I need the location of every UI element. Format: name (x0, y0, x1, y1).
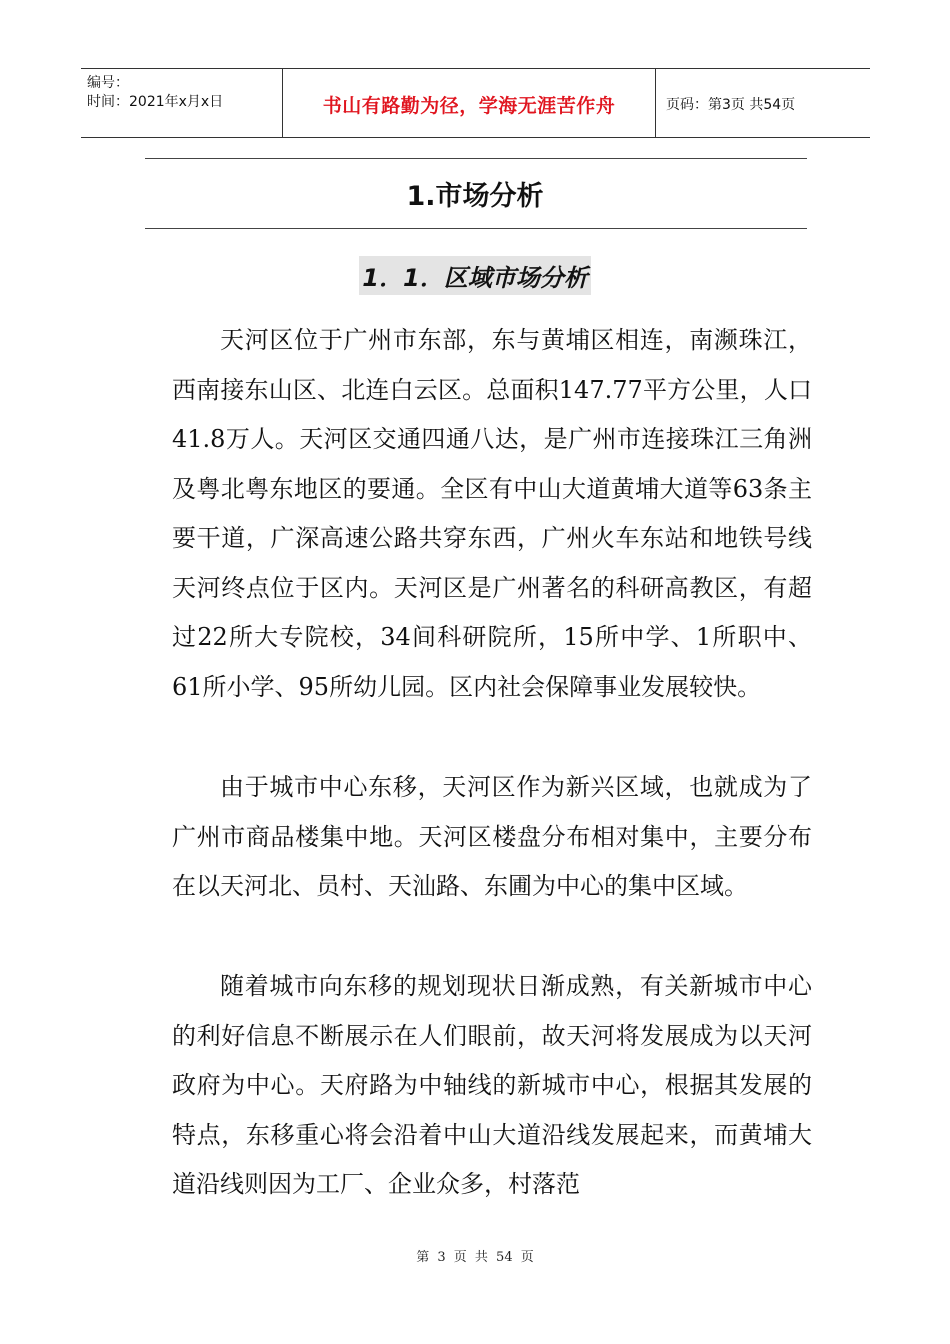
header-motto: 书山有路勤为径，学海无涯苦作舟 (322, 95, 616, 117)
document-date-label: 时间：2021年x月x日 (87, 94, 224, 110)
body-paragraph: 由于城市中心东移，天河区作为新兴区域，也就成为了广州市商品楼集中地。天河区楼盘分布相对集中，主要分布在以天河北、员村、天汕路、东圃为中心的集中区域。 (172, 773, 812, 900)
document-header (81, 68, 870, 138)
body-paragraph: 随着城市向东移的规划现状日渐成熟，有关新城市中心的利好信息不断展示在人们眼前，故天河将发展成为以天河政府为中心。天府路为中轴线的新城市中心，根据其发展的特点，东移重心将会沿着中山大道沿线发展起来，而黄埔大道沿线则因为工厂、企业众多，村落范 (172, 972, 812, 1198)
document-number-label: 编号： (87, 75, 129, 91)
header-meta-cell (81, 69, 283, 137)
title-top-rule (145, 158, 807, 159)
chapter-title: 1.市场分析 (406, 181, 544, 212)
header-page-cell (656, 69, 870, 137)
title-bottom-rule (145, 228, 807, 229)
section-title: 1．1．区域市场分析 (359, 256, 590, 295)
header-page-info: 页码：第3页 共54页 (666, 97, 796, 113)
header-motto-cell (283, 69, 656, 137)
page-footer: 第 3 页 共 54 页 (416, 1250, 534, 1265)
section-heading (0, 256, 950, 295)
body-paragraph: 天河区位于广州市东部，东与黄埔区相连，南濒珠江，西南接东山区、北连白云区。总面积147.77平方公里，人口41.8万人。天河区交通四通八达，是广州市连接珠江三角洲及粤北粤东地区的要通。全区有中山大道黄埔大道等63条主要干道，广深高速公路共穿东西，广州火车东站和地铁号线天河终点位于区内。天河区是广州著名的科研高教区，有超过22所大专院校，34间科研院所，15所中学、1所职中、61所小学、95所幼儿园。区内社会保障事业发展较快。 (172, 326, 812, 701)
